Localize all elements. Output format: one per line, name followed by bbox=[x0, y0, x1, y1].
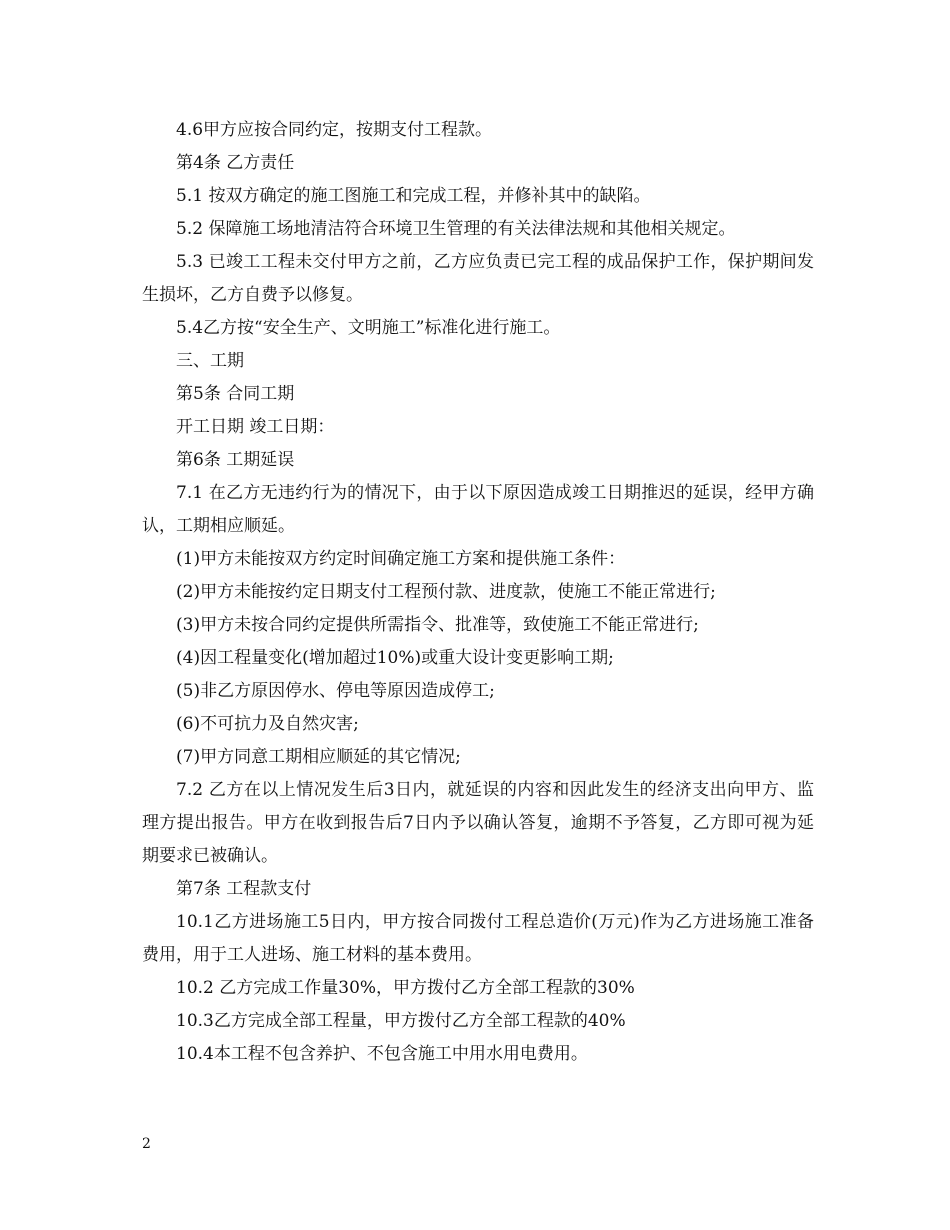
clause-10-1: 10.1乙方进场施工5日内，甲方按合同拨付工程总造价(万元)作为乙方进场施工准备费用，用于工人进场、施工材料的基本费用。 bbox=[142, 912, 814, 965]
delay-reason-7: (7)甲方同意工期相应顺延的其它情况; bbox=[176, 747, 461, 767]
clause-10-2: 10.2 乙方完成工作量30%，甲方拨付乙方全部工程款的30% bbox=[176, 978, 635, 998]
clause-4-6: 4.6甲方应按合同约定，按期支付工程款。 bbox=[176, 120, 493, 140]
clause-5-3: 5.3 已竣工工程未交付甲方之前，乙方应负责已完工程的成品保护工作，保护期间发生损坏，乙方自费予以修复。 bbox=[142, 252, 814, 305]
delay-reason-1: (1)甲方未能按双方约定时间确定施工方案和提供施工条件： bbox=[176, 549, 626, 569]
article-6-heading: 第6条 工期延误 bbox=[176, 450, 295, 470]
article-5-heading: 第5条 合同工期 bbox=[176, 384, 295, 404]
document-body bbox=[142, 114, 814, 1071]
clause-7-2: 7.2 乙方在以上情况发生后3日内，就延误的内容和因此发生的经济支出向甲方、监理方提出报告。甲方在收到报告后7日内予以确认答复，逾期不予答复，乙方即可视为延期要求已被确认。 bbox=[142, 780, 814, 866]
clause-10-3: 10.3乙方完成全部工程量，甲方拨付乙方全部工程款的40% bbox=[176, 1011, 626, 1031]
delay-reason-2: (2)甲方未能按约定日期支付工程预付款、进度款，使施工不能正常进行; bbox=[176, 582, 716, 602]
delay-reason-6: (6)不可抗力及自然灾害; bbox=[176, 714, 359, 734]
page-number: 2 bbox=[142, 1136, 151, 1152]
clause-7-1: 7.1 在乙方无违约行为的情况下，由于以下原因造成竣工日期推迟的延误，经甲方确认，工期相应顺延。 bbox=[142, 483, 814, 536]
clause-10-4: 10.4本工程不包含养护、不包含施工中用水用电费用。 bbox=[176, 1044, 588, 1064]
clause-5-2: 5.2 保障施工场地清洁符合环境卫生管理的有关法律法规和其他相关规定。 bbox=[176, 219, 736, 239]
article-7-heading: 第7条 工程款支付 bbox=[176, 879, 312, 899]
clause-5-1: 5.1 按双方确定的施工图施工和完成工程，并修补其中的缺陷。 bbox=[176, 186, 651, 206]
section-3-heading: 三、工期 bbox=[176, 351, 244, 371]
clause-5-4: 5.4乙方按“安全生产、文明施工”标准化进行施工。 bbox=[176, 318, 561, 338]
delay-reason-4: (4)因工程量变化(增加超过10%)或重大设计变更影响工期; bbox=[176, 648, 614, 668]
delay-reason-5: (5)非乙方原因停水、停电等原因造成停工; bbox=[176, 681, 495, 701]
delay-reason-3: (3)甲方未按合同约定提供所需指令、批准等，致使施工不能正常进行; bbox=[176, 615, 699, 635]
article-4-heading: 第4条 乙方责任 bbox=[176, 153, 295, 173]
start-end-dates: 开工日期 竣工日期： bbox=[176, 417, 335, 437]
